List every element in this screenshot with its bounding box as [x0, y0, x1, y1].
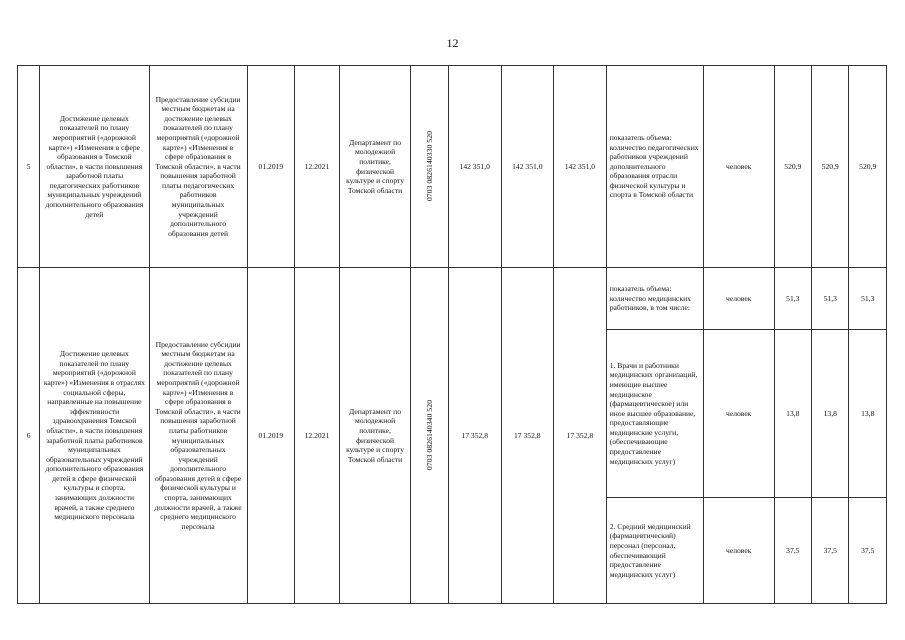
indicator-value-2019: 520,9	[774, 66, 811, 268]
indicator-value-2020: 13,8	[812, 330, 849, 498]
goal-cell: Достижение целевых показателей по плану мероприятий («дорожной карте») «Изменения в отраслях социальной сферы, направленные на повышение эффективности здравоохранения Томской области», в части повышения заработной платы работников муниципальных образовательных учреждений дополнительного образования детей в сфере физической культуры и спорта, занимающих должности врачей, а также среднего медицинского персонала	[40, 268, 149, 604]
row-number: 5	[18, 66, 40, 268]
indicator-value-2019: 51,3	[774, 268, 811, 330]
indicator-value-2020: 520,9	[812, 66, 849, 268]
end-date: 12.2021	[295, 268, 340, 604]
row-number: 6	[18, 268, 40, 604]
page-number: 12	[446, 36, 459, 50]
budget-code-cell	[411, 268, 448, 604]
sum-2019: 142 351,0	[448, 66, 501, 268]
start-date: 01.2019	[247, 66, 295, 268]
indicator-unit: человек	[703, 498, 774, 604]
budget-code: 0703 0826140340 520	[424, 400, 434, 471]
sum-2021: 17 352,8	[554, 268, 607, 604]
indicator-unit: человек	[703, 330, 774, 498]
indicator-value-2020: 51,3	[812, 268, 849, 330]
indicator-value-2021: 13,8	[849, 330, 887, 498]
sum-2020: 142 351,0	[501, 66, 554, 268]
goal-cell: Достижение целевых показателей по плану мероприятий («дорожной карте») «Изменения в сфере образования в Томской области», в части повышения заработной платы педагогических работников муниципальных учреждений дополнительного образования детей	[40, 66, 149, 268]
indicator-value-2021: 37,5	[849, 498, 887, 604]
indicator-name: 1. Врачи и работники медицинских организаций, имеющие высшее медицинское (фармацевтическое) или иное высшее образование, предоставляющие медицинские услуги, (обеспечивающие предоставление медицинских услуг)	[606, 330, 703, 498]
budget-code-cell	[411, 66, 448, 268]
program-table	[17, 65, 887, 604]
department-cell: Департамент по молодежной политике, физической культуре и спорту Томской области	[339, 268, 411, 604]
indicator-name: показатель объема: количество медицинских работников, в том числе:	[606, 268, 703, 330]
indicator-value-2021: 51,3	[849, 268, 887, 330]
table-row	[18, 268, 887, 330]
indicator-name: 2. Средний медицинский (фармацевтический) персонал (персонал, обеспечивающий предоставление медицинских услуг)	[606, 498, 703, 604]
budget-code: 0703 0826140330 520	[424, 131, 434, 202]
indicator-unit: человек	[703, 268, 774, 330]
indicator-unit: человек	[703, 66, 774, 268]
indicator-name: показатель объема: количество педагогических работников учреждений дополнительного образования отрасли физической культуры и спорта в Томской области	[606, 66, 703, 268]
sum-2021: 142 351,0	[554, 66, 607, 268]
action-cell: Предоставление субсидии местным бюджетам на достижение целевых показателей по плану мероприятий («дорожной карте») «Изменения в сфере образования в Томской области», в части повышения заработной платы педагогических работников муниципальных учреждений дополнительного образования детей	[149, 66, 247, 268]
action-cell: Предоставление субсидии местным бюджетам на достижение целевых показателей по плану мероприятий («дорожной карте») «Изменения в сфере образования в Томской области», в части повышения заработной платы работников муниципальных образовательных учреждений дополнительного образования детей в сфере физической культуры и спорта, занимающих должности врачей, а также среднего медицинского персонала	[149, 268, 247, 604]
indicator-value-2019: 37,5	[774, 498, 811, 604]
department-cell: Департамент по молодежной политике, физической культуре и спорту Томской области	[339, 66, 411, 268]
sum-2019: 17 352,8	[448, 268, 501, 604]
end-date: 12.2021	[295, 66, 340, 268]
table-row	[18, 66, 887, 268]
indicator-value-2019: 13,8	[774, 330, 811, 498]
start-date: 01.2019	[247, 268, 295, 604]
indicator-value-2021: 520,9	[849, 66, 887, 268]
indicator-value-2020: 37,5	[812, 498, 849, 604]
sum-2020: 17 352,8	[501, 268, 554, 604]
